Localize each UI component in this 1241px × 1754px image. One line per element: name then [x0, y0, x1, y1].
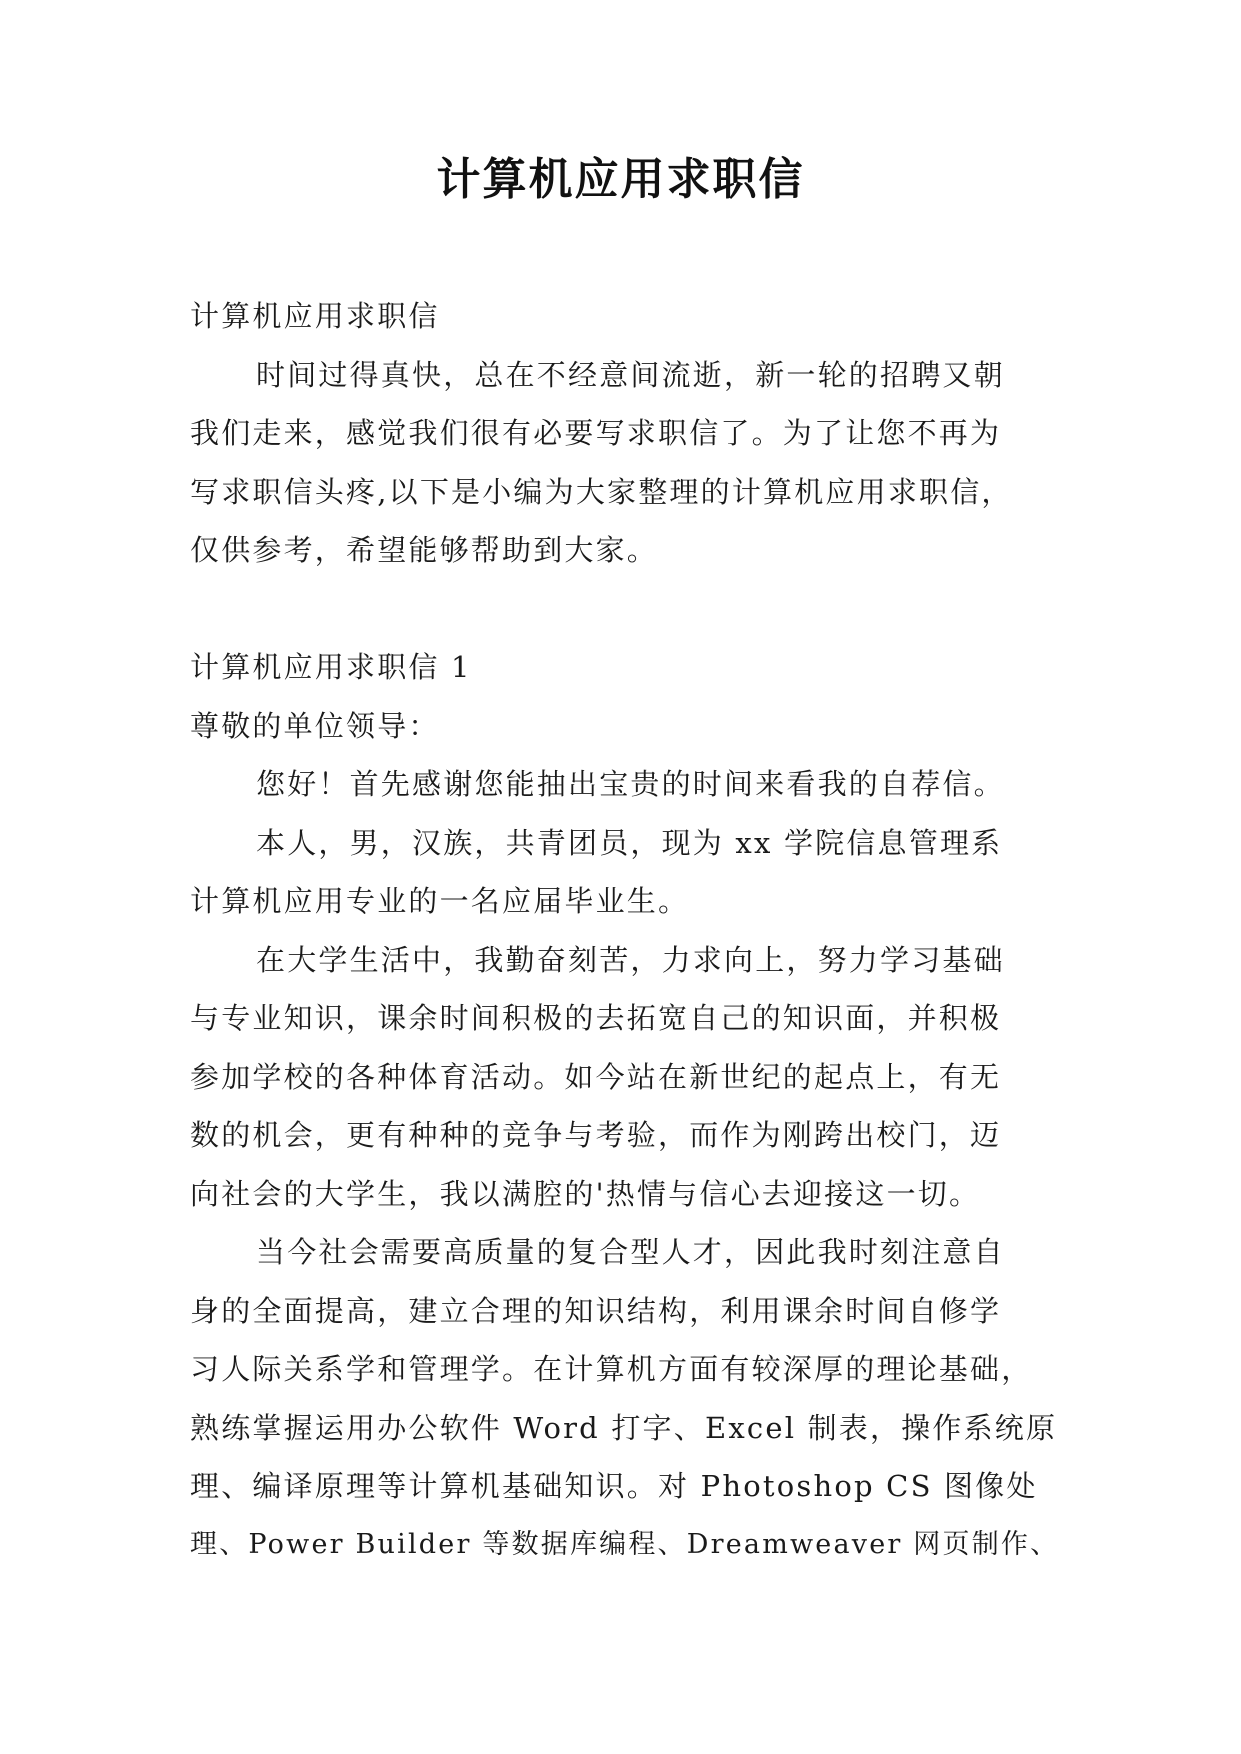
text-line: 您好！首先感谢您能抽出宝贵的时间来看我的自荐信。 — [256, 767, 1005, 801]
text-line: 本人，男，汉族，共青团员，现为 xx 学院信息管理系 — [256, 825, 1003, 860]
text-line: 参加学校的各种体育活动。如今站在新世纪的起点上，有无 — [190, 1059, 1002, 1094]
text-line: 计算机应用专业的一名应届毕业生。 — [190, 884, 690, 918]
document-title: 计算机应用求职信 — [436, 154, 805, 205]
text-line: 当今社会需要高质量的复合型人才，因此我时刻注意自 — [256, 1235, 1005, 1269]
text-line: 习人际关系学和管理学。在计算机方面有较深厚的理论基础， — [190, 1352, 1033, 1386]
text-line: 数的机会，更有种种的竞争与考验，而作为刚跨出校门，迈 — [190, 1118, 1002, 1152]
text-line: 仅供参考，希望能够帮助到大家。 — [190, 533, 659, 567]
text-line: 计算机应用求职信 1 — [190, 650, 472, 684]
text-line: 身的全面提高，建立合理的知识结构，利用课余时间自修学 — [190, 1293, 1002, 1328]
text-line: 时间过得真快，总在不经意间流逝，新一轮的招聘又朝 — [256, 357, 1005, 392]
text-line: 理、编译原理等计算机基础知识。对 Photoshop CS 图像处 — [190, 1469, 1038, 1503]
text-line: 我们走来，感觉我们很有必要写求职信了。为了让您不再为 — [190, 416, 1002, 450]
text-line: 向社会的大学生，我以满腔的'热情与信心去迎接这一切。 — [190, 1176, 981, 1211]
paragraph-gap — [190, 580, 1070, 639]
text-line: 理、Power Builder 等数据库编程、Dreamweaver 网页制作、 — [190, 1528, 1060, 1560]
text-line: 计算机应用求职信 — [190, 299, 440, 333]
document-body — [190, 287, 1070, 1574]
text-line: 写求职信头疼,以下是小编为大家整理的计算机应用求职信， — [190, 474, 1013, 509]
text-line: 在大学生活中，我勤奋刻苦，力求向上，努力学习基础 — [256, 942, 1005, 977]
text-line: 与专业知识，课余时间积极的去拓宽自己的知识面，并积极 — [190, 1001, 1002, 1035]
text-line: 熟练掌握运用办公软件 Word 打字、Excel 制表，操作系统原 — [190, 1410, 1058, 1445]
text-line: 尊敬的单位领导： — [190, 708, 440, 743]
